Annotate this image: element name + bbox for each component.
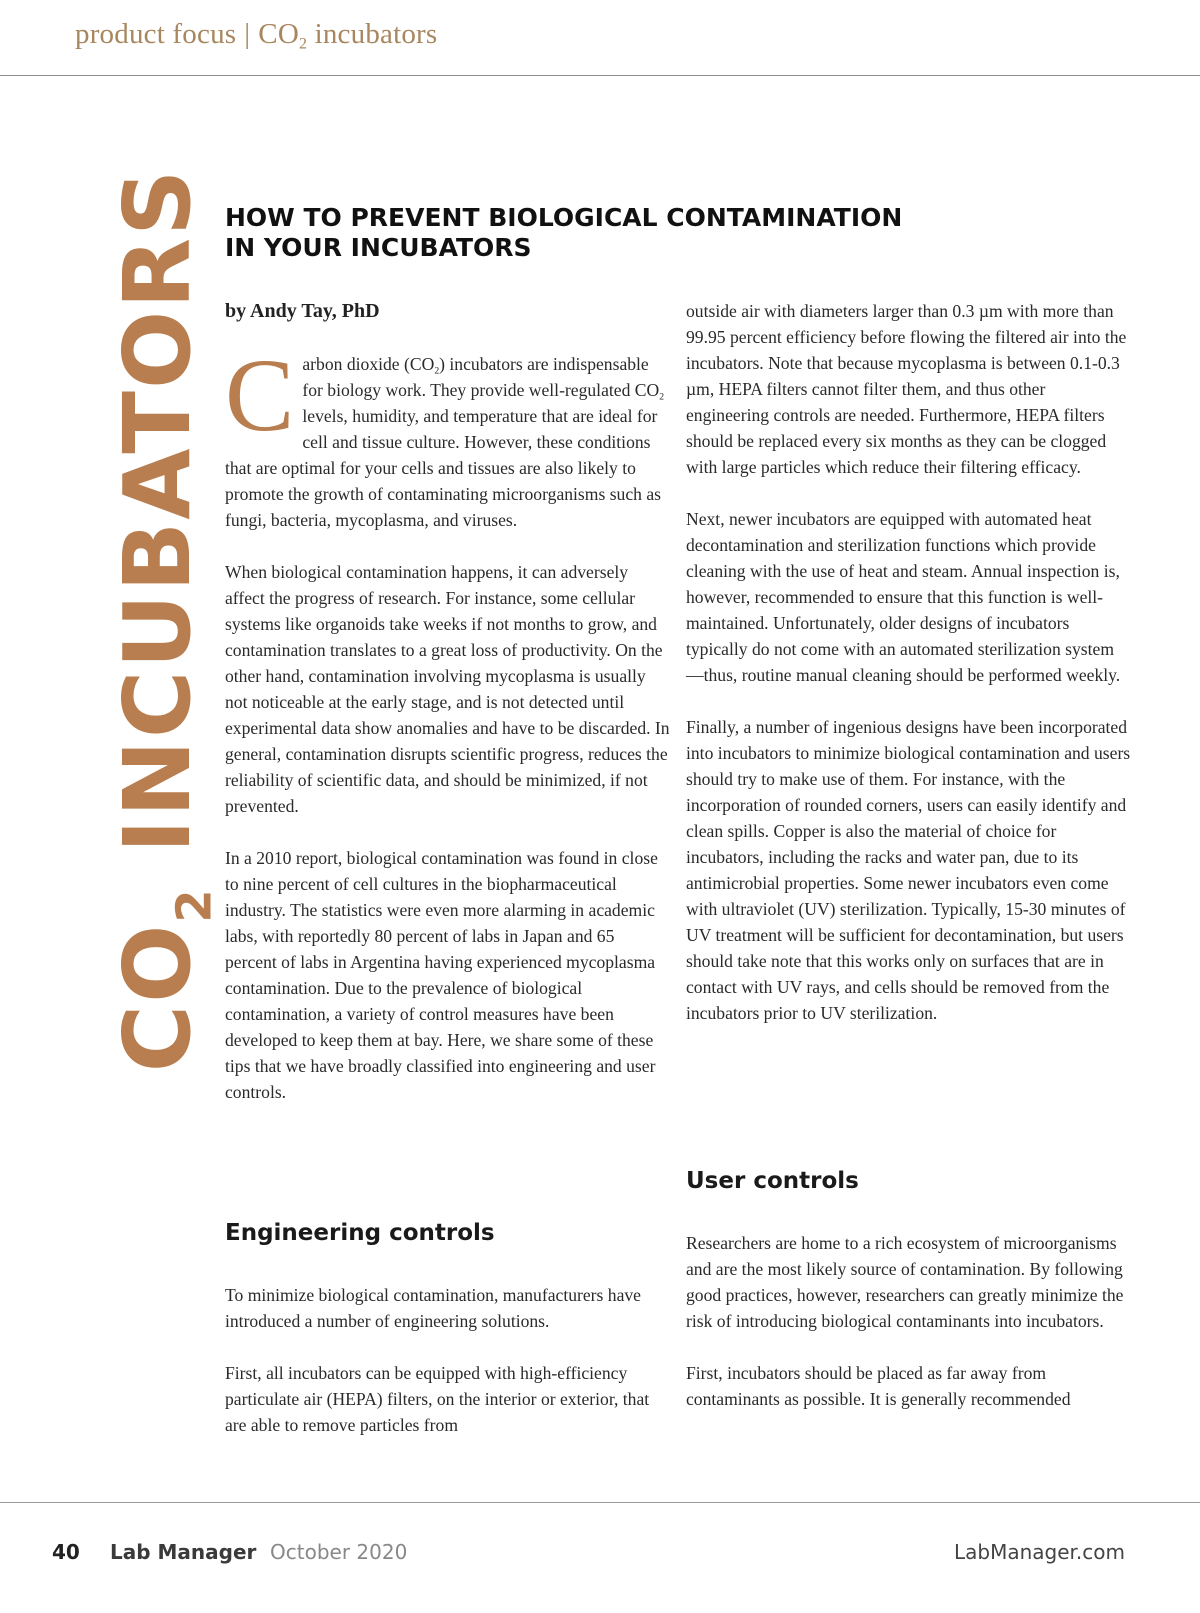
engineering-controls-heading: Engineering controls xyxy=(225,1220,495,1246)
user-section xyxy=(686,1168,1131,1194)
user-paragraph-2: First, incubators should be placed as far away from contaminants as possible. It is generally recommended xyxy=(686,1363,1071,1409)
engineering-body xyxy=(225,1282,670,1438)
vertical-title-subscript: 2 xyxy=(167,887,223,923)
byline: by Andy Tay, PhD xyxy=(225,300,380,322)
vertical-section-title xyxy=(104,167,223,1073)
engineering-paragraph-2: First, all incubators can be equipped with high-efficiency particulate air (HEPA) filters, on the interior or exterior, that are able to remove particles from xyxy=(225,1363,650,1435)
header-topic-subscript: 2 xyxy=(298,35,308,53)
vertical-title-suffix: INCUBATORS xyxy=(104,167,211,854)
header-topic-prefix: CO xyxy=(258,18,299,50)
page-number: 40 xyxy=(52,1540,80,1564)
intro-paragraph: Carbon dioxide $(CO_2)$ incubators are indispensable for biology work. They provide well-regulated $CO_2$ levels, humidity, and temperature that are ideal for cell and tissue culture. However, these conditions that are optimal for your cells and tissues are also likely to promote the growth of contaminating microorganisms such as fungi, bacteria, mycoplasma, and viruses. xyxy=(225,338,665,530)
article-title xyxy=(225,203,945,263)
paragraph-statistics: In a 2010 report, biological contamination was found in close to nine percent of cell cultures in the biopharmaceutical industry. The statistics were even more alarming in academic labs, with reportedly 80 percent of labs in Japan and 65 percent of labs in Argentina having experienced mycoplasma contamination. Due to the prevalence of biological contamination, a variety of control measures have been developed to keep them at bay. Here, we share some of these tips that we have broadly classified into engineering and user controls. xyxy=(225,848,658,1102)
user-paragraph-1: Researchers are home to a rich ecosystem of microorganisms and are the most likely source of contamination. By following good practices, however, researchers can greatly minimize the risk of introducing biological contaminants into incubators. xyxy=(686,1233,1124,1331)
hepa-paragraph: outside air with diameters larger than 0.3 µm with more than 99.95 percent efficiency before flowing the filtered air into the incubators. Note that because mycoplasma is between 0.1-0.3 µm, HEPA filters cannot filter them, and thus other engineering controls are needed. Furthermore, HEPA filters should be replaced every six months as they can be clogged with large particles which reduce their filtering efficacy. xyxy=(686,301,1127,477)
vertical-title-prefix: CO xyxy=(104,922,211,1073)
user-controls-heading: User controls xyxy=(686,1168,859,1194)
running-header xyxy=(75,18,437,51)
engineering-section xyxy=(225,1220,670,1246)
sterilization-paragraph: Next, newer incubators are equipped with automated heat decontamination and sterilization functions which provide cleaning with the use of heat and steam. Annual inspection is, however, recommended to ensure that this function is well-maintained. Unfortunately, older designs of incubators typically do not come with an automated sterilization system—thus, routine manual cleaning should be performed weekly. xyxy=(686,509,1121,685)
engineering-paragraph-1: To minimize biological contamination, manufacturers have introduced a number of engineering solutions. xyxy=(225,1285,641,1331)
issue-date: October 2020 xyxy=(270,1540,408,1564)
user-body xyxy=(686,1230,1131,1412)
header-divider: | xyxy=(244,18,251,50)
column-right xyxy=(686,298,1131,1026)
header-rule xyxy=(0,75,1200,76)
header-topic-suffix: incubators xyxy=(314,18,438,50)
magazine-name: Lab Manager xyxy=(110,1540,257,1564)
header-section: product focus xyxy=(75,18,237,50)
drop-cap: C xyxy=(225,338,295,453)
article-title-line-2: IN YOUR INCUBATORS xyxy=(225,233,532,262)
paragraph-contamination-effects: When biological contamination happens, it can adversely affect the progress of research. For instance, some cellular systems like organoids take weeks if not months to grow, and contamination translates to a great loss of productivity. On the other hand, contamination involving mycoplasma is usually not noticeable at the early stage, and is not detected until experimental data show anomalies and have to be discarded. In general, contamination disrupts scientific progress, reduces the reliability of scientific data, and should be minimized, if not prevented. xyxy=(225,562,670,816)
website-link[interactable]: LabManager.com xyxy=(954,1540,1125,1564)
article-title-line-1: HOW TO PREVENT BIOLOGICAL CONTAMINATION xyxy=(225,203,903,232)
footer-rule xyxy=(0,1502,1200,1503)
designs-paragraph: Finally, a number of ingenious designs have been incorporated into incubators to minimize biological contamination and users should try to make use of them. For instance, with the incorporation of rounded corners, users can easily identify and clean spills. Copper is also the material of choice for incubators, including the racks and water pan, due to its antimicrobial properties. Some newer incubators even come with ultraviolet (UV) sterilization. Typically, 15-30 minutes of UV treatment will be sufficient for decontamination, but users should take note that this works only on surfaces that are in contact with UV rays, and cells should be removed from the incubators prior to UV sterilization. xyxy=(686,717,1131,1023)
column-left xyxy=(225,338,670,1105)
